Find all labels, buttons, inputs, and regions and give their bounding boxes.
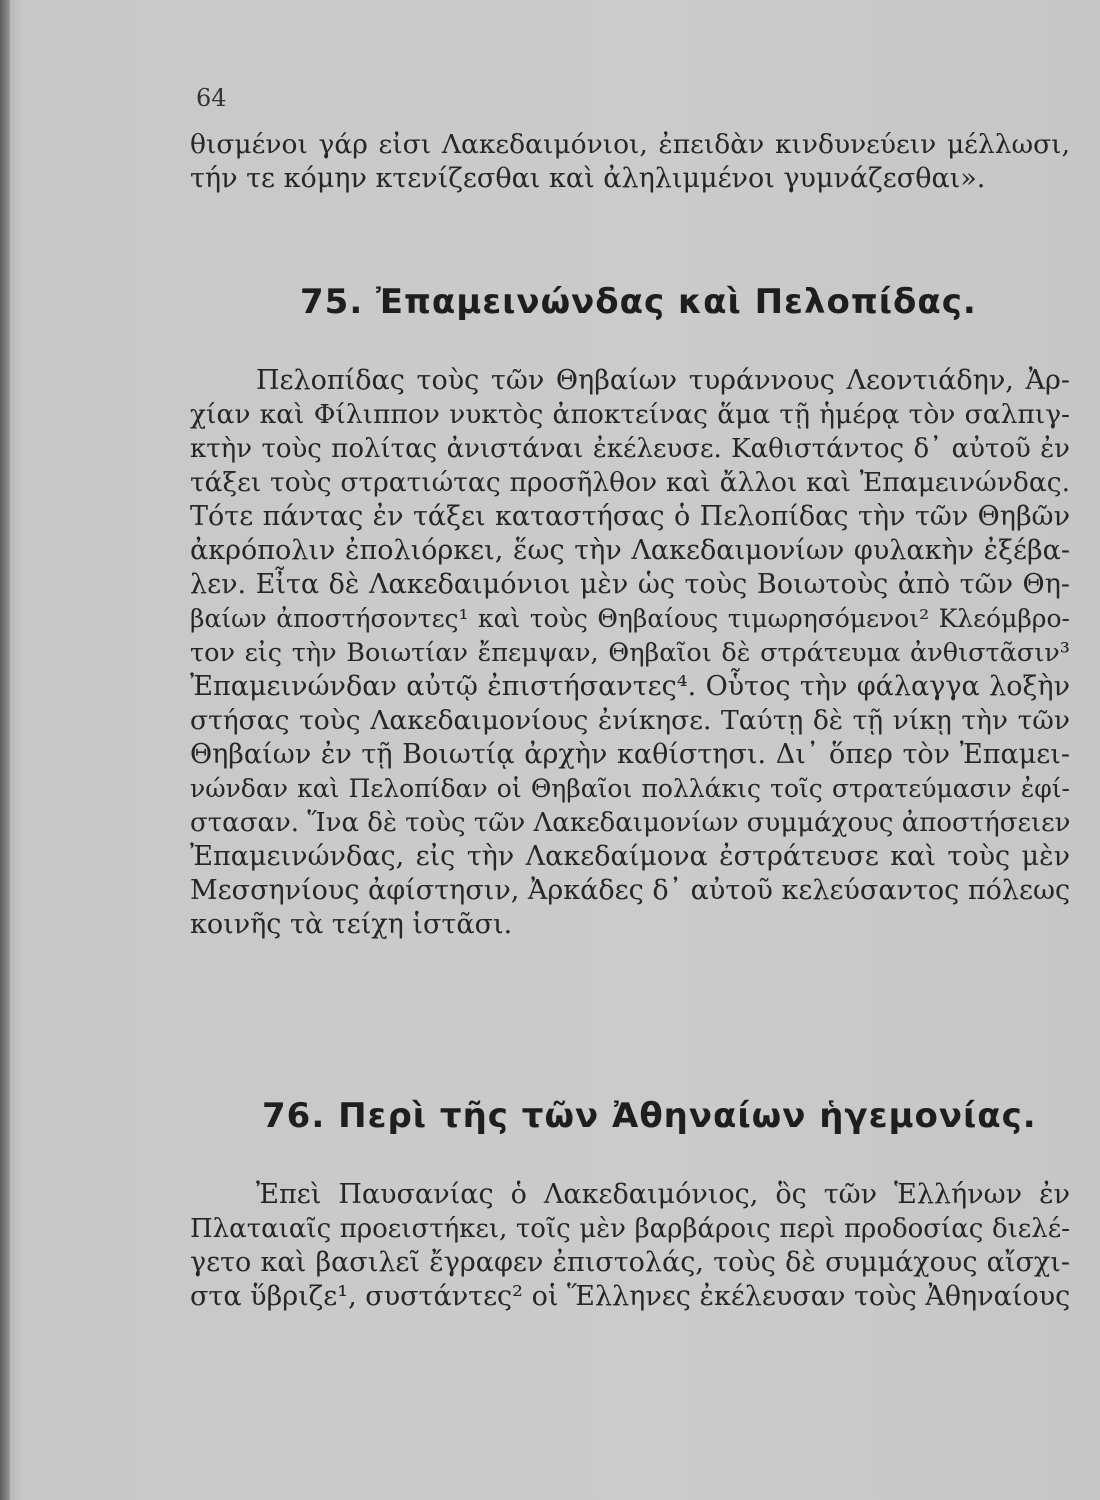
text-line: στήσας τοὺς Λακεδαιμονίους ἐνίκησε. Ταύτῃ δὲ τῇ νίκῃ τὴν τῶν bbox=[190, 705, 1070, 736]
text-line: θισμένοι γάρ εἰσι Λακεδαιμόνιοι, ἐπειδὰν κινδυνεύειν μέλλωσι, bbox=[190, 129, 1070, 160]
text-line: Πελοπίδας τοὺς τῶν Θηβαίων τυράννους Λεοντιάδην, Ἀρ- bbox=[256, 365, 1070, 396]
text-line: Πλαταιαῖς προειστήκει, τοῖς μὲν βαρβάροις περὶ προδοσίας διελέ- bbox=[190, 1214, 1070, 1244]
text-line: στα ὕβριζε¹, συστάντες² οἱ Ἕλληνες ἐκέλευσαν τοὺς Ἀθηναίους bbox=[190, 1281, 1071, 1312]
text-line: Ἐπεὶ Παυσανίας ὁ Λακεδαιμόνιος, ὃς τῶν Ἑλλήνων ἐν bbox=[256, 1179, 1070, 1210]
text-line: στασαν. Ἵνα δὲ τοὺς τῶν Λακεδαιμονίων συμμάχους ἀποστήσειεν bbox=[190, 808, 1071, 838]
text-line: Ἐπαμεινώνδας, εἰς τὴν Λακεδαίμονα ἐστράτευσε καὶ τοὺς μὲν bbox=[190, 841, 1070, 872]
text-line: τάξει τοὺς στρατιώτας προσῆλθον καὶ ἄλλοι καὶ Ἐπαμεινώνδας. bbox=[190, 467, 1070, 498]
section-heading-76: 76. Περὶ τῆς τῶν Ἀθηναίων ἡγεμονίας. bbox=[262, 1096, 1037, 1136]
text-line: Ἐπαμεινώνδαν αὐτῷ ἐπιστήσαντες⁴. Οὗτος τὴν φάλαγγα λοξὴν bbox=[190, 671, 1070, 702]
text-line: Θηβαίων ἐν τῇ Βοιωτίᾳ ἀρχὴν καθίστησι. Δι᾽ ὅπερ τὸν Ἐπαμει- bbox=[190, 739, 1070, 770]
book-spine-shadow bbox=[0, 0, 10, 1500]
text-line: Τότε πάντας ἐν τάξει καταστήσας ὁ Πελοπίδας τὴν τῶν Θηβῶν bbox=[190, 501, 1070, 532]
text-line: τήν τε κόμην κτενίζεσθαι καὶ ἀληλιμμένοι γυμνάζεσθαι». bbox=[190, 163, 986, 194]
text-line: τον εἰς τὴν Βοιωτίαν ἔπεμψαν, Θηβαῖοι δὲ στράτευμα ἀνθιστᾶσιν³ bbox=[190, 638, 1070, 668]
text-line: κτὴν τοὺς πολίτας ἀνιστάναι ἐκέλευσε. Καθιστάντος δ᾽ αὐτοῦ ἐν bbox=[190, 434, 1070, 464]
page-number: 64 bbox=[196, 84, 227, 112]
text-line: Μεσσηνίους ἀφίστησιν, Ἀρκάδες δ᾽ αὐτοῦ κελεύσαντος πόλεως bbox=[190, 875, 1071, 906]
text-line: κοινῆς τὰ τείχη ἱστᾶσι. bbox=[190, 909, 513, 940]
text-line: ἀκρόπολιν ἐπολιόρκει, ἕως τὴν Λακεδαιμονίων φυλακὴν ἐξέβα- bbox=[190, 535, 1070, 566]
section-76-body bbox=[190, 1178, 1070, 1314]
text-line: γετο καὶ βασιλεῖ ἔγραφεν ἐπιστολάς, τοὺς δὲ συμμάχους αἴσχι- bbox=[190, 1247, 1070, 1278]
text-line: βαίων ἀποστήσοντες¹ καὶ τοὺς Θηβαίους τιμωρησόμενοι² Κλεόμβρο- bbox=[190, 604, 1070, 633]
continued-paragraph bbox=[190, 128, 1070, 196]
section-heading-75: 75. Ἐπαμεινώνδας καὶ Πελοπίδας. bbox=[300, 282, 977, 322]
text-line: νώνδαν καὶ Πελοπίδαν οἱ Θηβαῖοι πολλάκις τοῖς στρατεύμασιν ἐφί- bbox=[190, 774, 1070, 803]
section-75-body bbox=[190, 364, 1070, 942]
text-line: λεν. Εἶτα δὲ Λακεδαιμόνιοι μὲν ὡς τοὺς Βοιωτοὺς ἀπὸ τῶν Θη- bbox=[190, 569, 1070, 600]
text-line: χίαν καὶ Φίλιππον νυκτὸς ἀποκτείνας ἅμα τῇ ἡμέρᾳ τὸν σαλπιγ- bbox=[190, 399, 1070, 430]
